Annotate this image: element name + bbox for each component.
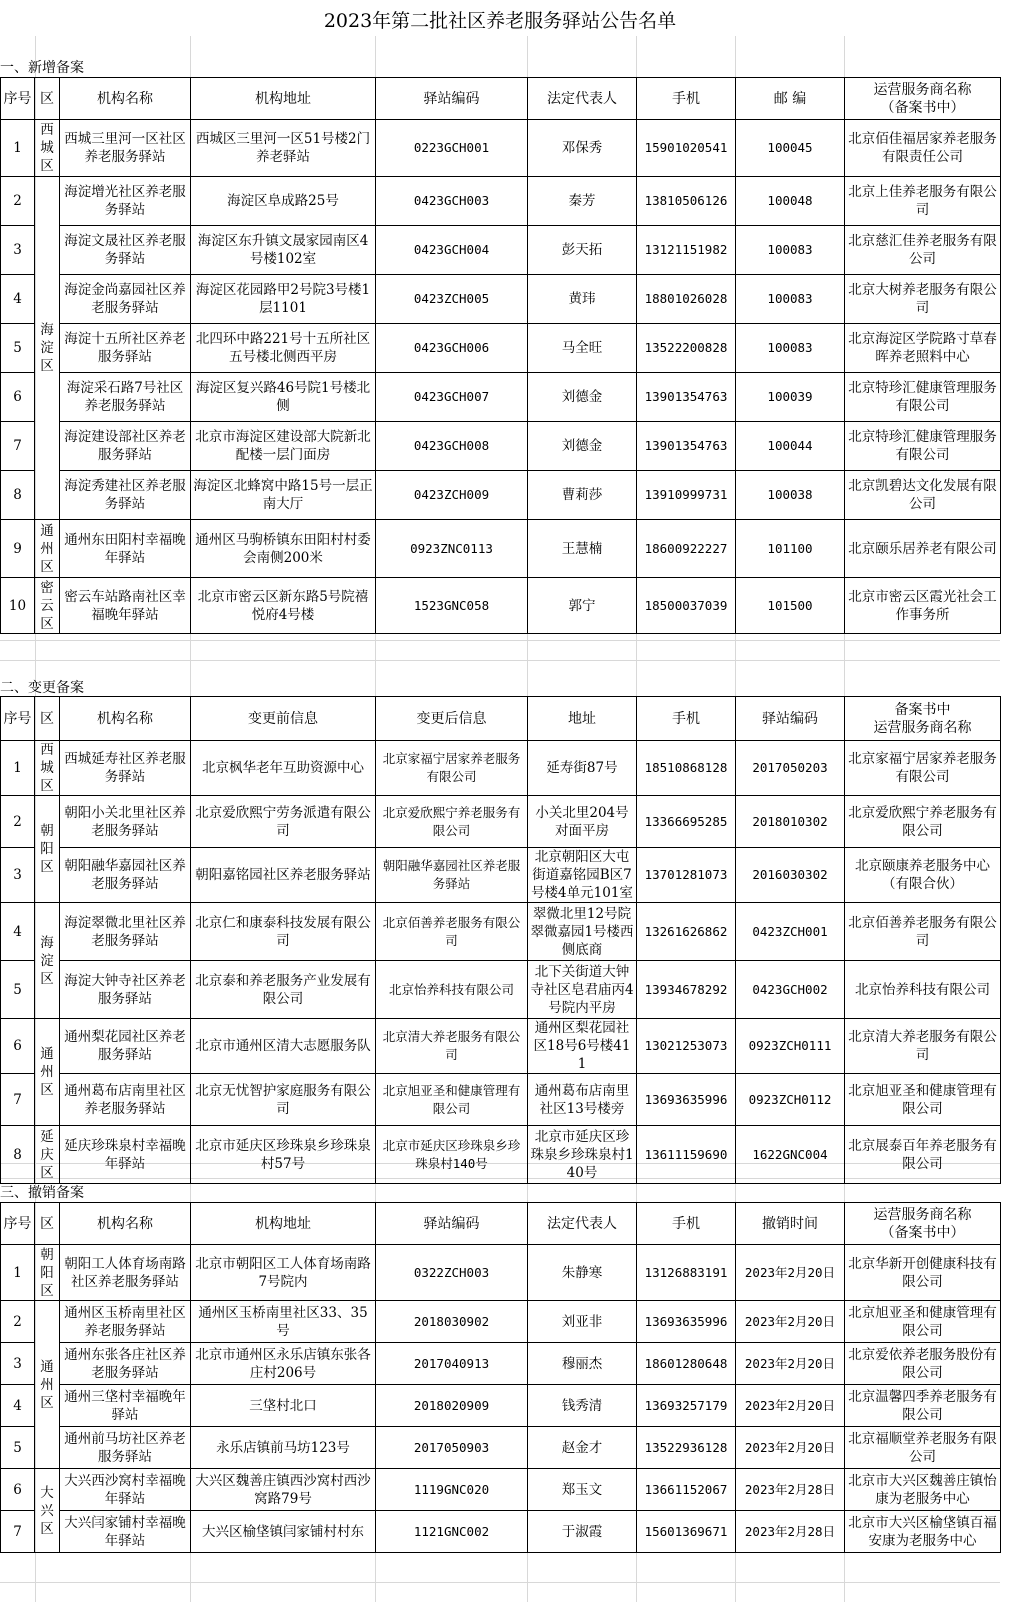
column-header: 序号 [1, 78, 35, 120]
table-cell: 北京市通州区清大志愿服务队 [191, 1019, 376, 1074]
table-cell: 大兴西沙窝村幸福晚年驿站 [60, 1469, 191, 1511]
district-cell: 通 州 区 [35, 1019, 60, 1126]
column-header: 运营服务商名称 （备案书中） [845, 1203, 1001, 1245]
column-header: 区 [35, 78, 60, 120]
table-cell: 2023年2月28日 [736, 1469, 845, 1511]
table-cell: 0423GCH004 [376, 226, 528, 275]
table-cell: 北京市延庆区珍珠泉乡珍珠泉村140号 [528, 1126, 637, 1184]
table-cell: 通州三垡村幸福晚年驿站 [60, 1385, 191, 1427]
table-cell: 大兴区魏善庄镇西沙窝村西沙窝路79号 [191, 1469, 376, 1511]
table-cell: 3 [1, 848, 35, 903]
table-cell: 海淀区北蜂窝中路15号一层正南大厅 [191, 471, 376, 520]
section-1-heading: 一、新增备案 [0, 60, 84, 76]
table-row [1, 275, 1001, 324]
table-cell: 大兴区榆垡镇闫家铺村村东 [191, 1511, 376, 1553]
table-cell: 100039 [736, 373, 845, 422]
table-cell: 北京华新开创健康科技有限公司 [845, 1245, 1001, 1301]
table-cell: 100044 [736, 422, 845, 471]
table-cell: 西城区三里河一区51号楼2门养老驿站 [191, 120, 376, 177]
table-cell: 10 [1, 578, 35, 634]
table-cell: 1 [1, 1245, 35, 1301]
table-cell: 18601280648 [637, 1343, 736, 1385]
column-header: 序号 [1, 1203, 35, 1245]
table-cell: 朝阳工人体育场南路社区养老服务驿站 [60, 1245, 191, 1301]
table-cell: 北京市密云区霞光社会工作事务所 [845, 578, 1001, 634]
table-row [1, 1019, 1001, 1074]
table-cell: 北京市大兴区魏善庄镇怡康为老服务中心 [845, 1469, 1001, 1511]
table-cell: 2018010302 [736, 796, 845, 848]
table-cell: 1121GNC002 [376, 1511, 528, 1553]
table-cell: 北京旭亚圣和健康管理有限公司 [845, 1074, 1001, 1126]
table-cell: 北京福顺堂养老服务有限公司 [845, 1427, 1001, 1469]
table-cell: 西城延寿社区养老服务驿站 [60, 741, 191, 796]
table-cell: 北京市密云区新东路5号院禧悦府4号楼 [191, 578, 376, 634]
district-cell: 西 城 区 [35, 741, 60, 796]
table-cell: 北京展泰百年养老服务有限公司 [845, 1126, 1001, 1184]
table-cell: 0423ZCH009 [376, 471, 528, 520]
table-cell: 3 [1, 226, 35, 275]
table-cell: 8 [1, 1126, 35, 1184]
table-cell: 北京爱欣熙宁养老服务有限公司 [376, 796, 528, 848]
table-cell: 海淀文晟社区养老服务驿站 [60, 226, 191, 275]
table-row [1, 848, 1001, 903]
table-cell: 刘亚非 [528, 1301, 637, 1343]
table-cell: 北下关街道大钟寺社区皂君庙丙4号院内平房 [528, 961, 637, 1019]
table-cell: 18600922227 [637, 520, 736, 578]
column-header: 驿站编码 [376, 78, 528, 120]
column-header: 撤销时间 [736, 1203, 845, 1245]
table-row [1, 796, 1001, 848]
table-cell: 通州区玉桥南里社区养老服务驿站 [60, 1301, 191, 1343]
table-row [1, 1245, 1001, 1301]
table-row [1, 1469, 1001, 1511]
table-cell: 北京温馨四季养老服务有限公司 [845, 1385, 1001, 1427]
table-cell: 2023年2月20日 [736, 1343, 845, 1385]
table-cell: 1119GNC020 [376, 1469, 528, 1511]
table-cell: 北京市大兴区榆垡镇百福安康为老服务中心 [845, 1511, 1001, 1553]
table-cell: 通州东田阳村幸福晚年驿站 [60, 520, 191, 578]
table-cell: 0423GCH006 [376, 324, 528, 373]
table-cell: 0423ZCH001 [736, 903, 845, 961]
district-cell: 海 淀 区 [35, 903, 60, 1019]
table-cell: 3 [1, 1343, 35, 1385]
table-cell: 北京朝阳区大屯街道嘉铭园B区7号楼4单元101室 [528, 848, 637, 903]
table-cell: 海淀区复兴路46号院1号楼北侧 [191, 373, 376, 422]
table-cell: 7 [1, 422, 35, 471]
column-header: 机构名称 [60, 78, 191, 120]
table-cell: 三垡村北口 [191, 1385, 376, 1427]
table-cell: 13121151982 [637, 226, 736, 275]
table-cell: 9 [1, 520, 35, 578]
table-cell: 刘德金 [528, 422, 637, 471]
table-cell: 100038 [736, 471, 845, 520]
column-header: 驿站编码 [376, 1203, 528, 1245]
table-cell: 海淀大钟寺社区养老服务驿站 [60, 961, 191, 1019]
table-cell: 13901354763 [637, 422, 736, 471]
table-row [1, 177, 1001, 226]
column-header: 序号 [1, 697, 35, 741]
table-cell: 北京清大养老服务有限公司 [376, 1019, 528, 1074]
table-cell: 海淀秀建社区养老服务驿站 [60, 471, 191, 520]
table-cell: 王慧楠 [528, 520, 637, 578]
column-header: 邮 编 [736, 78, 845, 120]
revoked-filing-table [0, 1202, 1001, 1553]
column-header: 法定代表人 [528, 1203, 637, 1245]
table-cell: 2 [1, 177, 35, 226]
table-row [1, 1427, 1001, 1469]
table-row [1, 520, 1001, 578]
table-cell: 13693635996 [637, 1074, 736, 1126]
table-cell: 北京上佳养老服务有限公司 [845, 177, 1001, 226]
table-cell: 北京佰善养老服务有限公司 [376, 903, 528, 961]
district-cell: 海 淀 区 [35, 177, 60, 520]
table-cell: 6 [1, 373, 35, 422]
table-cell: 海淀采石路7号社区养老服务驿站 [60, 373, 191, 422]
table-cell: 朱静寒 [528, 1245, 637, 1301]
table-row [1, 903, 1001, 961]
column-header: 手机 [637, 697, 736, 741]
table-cell: 郑玉文 [528, 1469, 637, 1511]
table-cell: 0923ZCH0111 [736, 1019, 845, 1074]
table-cell: 北京枫华老年互助资源中心 [191, 741, 376, 796]
table-cell: 海淀金尚嘉园社区养老服务驿站 [60, 275, 191, 324]
table-cell: 朝阳嘉铭园社区养老服务驿站 [191, 848, 376, 903]
table-cell: 彭天拓 [528, 226, 637, 275]
district-cell: 大 兴 区 [35, 1469, 60, 1553]
column-header: 变更前信息 [191, 697, 376, 741]
district-cell: 西 城 区 [35, 120, 60, 177]
change-filing-table [0, 696, 1001, 1184]
table-cell: 赵金才 [528, 1427, 637, 1469]
table-cell: 海淀建设部社区养老服务驿站 [60, 422, 191, 471]
table-cell: 13261626862 [637, 903, 736, 961]
district-cell: 朝 阳 区 [35, 1245, 60, 1301]
table-cell: 101500 [736, 578, 845, 634]
column-header: 法定代表人 [528, 78, 637, 120]
table-cell: 2 [1, 796, 35, 848]
table-cell: 北京慈汇佳养老服务有限公司 [845, 226, 1001, 275]
table-cell: 朝阳融华嘉园社区养老服务驿站 [376, 848, 528, 903]
table-cell: 2023年2月20日 [736, 1385, 845, 1427]
table-cell: 北京旭亚圣和健康管理有限公司 [376, 1074, 528, 1126]
table-cell: 13701281073 [637, 848, 736, 903]
table-cell: 北京市通州区永乐店镇东张各庄村206号 [191, 1343, 376, 1385]
table-cell: 北京泰和养老服务产业发展有限公司 [191, 961, 376, 1019]
table-cell: 曹莉莎 [528, 471, 637, 520]
district-cell: 通 州 区 [35, 520, 60, 578]
column-header: 运营服务商名称 （备案书中） [845, 78, 1001, 120]
district-cell: 延 庆 区 [35, 1126, 60, 1184]
table-cell: 13810506126 [637, 177, 736, 226]
table-cell: 永乐店镇前马坊123号 [191, 1427, 376, 1469]
table-cell: 5 [1, 1427, 35, 1469]
table-cell: 北京佰善养老服务有限公司 [845, 903, 1001, 961]
table-cell: 4 [1, 1385, 35, 1427]
table-cell: 北京家福宁居家养老服务有限公司 [376, 741, 528, 796]
table-cell: 北京市海淀区建设部大院新北配楼一层门面房 [191, 422, 376, 471]
table-cell: 北京颐康养老服务中心（有限合伙） [845, 848, 1001, 903]
table-cell: 通州前马坊社区养老服务驿站 [60, 1427, 191, 1469]
table-cell: 13522936128 [637, 1427, 736, 1469]
table-cell: 延庆珍珠泉村幸福晚年驿站 [60, 1126, 191, 1184]
table-cell: 1622GNC004 [736, 1126, 845, 1184]
table-cell: 2017040913 [376, 1343, 528, 1385]
table-cell: 1 [1, 741, 35, 796]
table-cell: 13693257179 [637, 1385, 736, 1427]
section-2-heading: 二、变更备案 [0, 680, 84, 696]
table-cell: 刘德金 [528, 373, 637, 422]
header-row [1, 78, 1001, 120]
table-cell: 101100 [736, 520, 845, 578]
table-cell: 15601369671 [637, 1511, 736, 1553]
table-cell: 北京佰佳福居家养老服务有限责任公司 [845, 120, 1001, 177]
column-header: 区 [35, 697, 60, 741]
table-cell: 穆丽杰 [528, 1343, 637, 1385]
table-cell: 大兴闫家铺村幸福晚年驿站 [60, 1511, 191, 1553]
table-cell: 13611159690 [637, 1126, 736, 1184]
table-cell: 4 [1, 903, 35, 961]
table-cell: 北京市延庆区珍珠泉乡珍珠泉村140号 [376, 1126, 528, 1184]
table-cell: 于淑霞 [528, 1511, 637, 1553]
table-cell: 5 [1, 324, 35, 373]
table-cell: 海淀十五所社区养老服务驿站 [60, 324, 191, 373]
table-cell: 0423ZCH005 [376, 275, 528, 324]
column-header: 手机 [637, 78, 736, 120]
table-row [1, 741, 1001, 796]
table-row [1, 961, 1001, 1019]
table-row [1, 1385, 1001, 1427]
table-cell: 13126883191 [637, 1245, 736, 1301]
table-cell: 北京无忧智护家庭服务有限公司 [191, 1074, 376, 1126]
table-cell: 100083 [736, 275, 845, 324]
table-cell: 13934678292 [637, 961, 736, 1019]
table-cell: 2023年2月20日 [736, 1245, 845, 1301]
table-cell: 2018020909 [376, 1385, 528, 1427]
table-cell: 13522200828 [637, 324, 736, 373]
table-cell: 通州区马驹桥镇东田阳村村委会南侧200米 [191, 520, 376, 578]
table-cell: 0923ZCH0112 [736, 1074, 845, 1126]
table-cell: 海淀区东升镇文晟家园南区4号楼102室 [191, 226, 376, 275]
column-header: 地址 [528, 697, 637, 741]
table-cell: 北京旭亚圣和健康管理有限公司 [845, 1301, 1001, 1343]
table-cell: 延寿街87号 [528, 741, 637, 796]
table-cell: 2 [1, 1301, 35, 1343]
table-row [1, 578, 1001, 634]
table-cell: 北京特珍汇健康管理服务有限公司 [845, 373, 1001, 422]
section-3-heading: 三、撤销备案 [0, 1185, 84, 1201]
table-cell: 北京清大养老服务有限公司 [845, 1019, 1001, 1074]
table-cell: 通州东张各庄社区养老服务驿站 [60, 1343, 191, 1385]
table-cell: 13901354763 [637, 373, 736, 422]
table-cell: 北四环中路221号十五所社区五号楼北侧西平房 [191, 324, 376, 373]
column-header: 驿站编码 [736, 697, 845, 741]
table-row [1, 226, 1001, 275]
table-cell: 北京大树养老服务有限公司 [845, 275, 1001, 324]
table-cell: 密云车站路南社区幸福晚年驿站 [60, 578, 191, 634]
table-cell: 北京爱依养老服务股份有限公司 [845, 1343, 1001, 1385]
table-cell: 邓保秀 [528, 120, 637, 177]
table-cell: 13366695285 [637, 796, 736, 848]
table-cell: 2017050903 [376, 1427, 528, 1469]
district-cell: 朝 阳 区 [35, 796, 60, 903]
table-cell: 0322ZCH003 [376, 1245, 528, 1301]
table-cell: 北京海淀区学院路寸草春晖养老照料中心 [845, 324, 1001, 373]
table-row [1, 1074, 1001, 1126]
district-cell: 通 州 区 [35, 1301, 60, 1469]
table-cell: 秦芳 [528, 177, 637, 226]
table-cell: 海淀翠微北里社区养老服务驿站 [60, 903, 191, 961]
table-cell: 通州区玉桥南里社区33、35号 [191, 1301, 376, 1343]
table-row [1, 324, 1001, 373]
table-cell: 通州葛布店南里社区13号楼旁 [528, 1074, 637, 1126]
table-cell: 0223GCH001 [376, 120, 528, 177]
table-cell: 海淀增光社区养老服务驿站 [60, 177, 191, 226]
table-cell: 北京怡养科技有限公司 [845, 961, 1001, 1019]
table-cell: 6 [1, 1469, 35, 1511]
table-cell: 北京怡养科技有限公司 [376, 961, 528, 1019]
page-title: 2023年第二批社区养老服务驿站公告名单 [323, 10, 677, 32]
table-cell: 100045 [736, 120, 845, 177]
table-cell: 100083 [736, 226, 845, 275]
table-cell: 朝阳小关北里社区养老服务驿站 [60, 796, 191, 848]
table-cell: 13693635996 [637, 1301, 736, 1343]
column-header: 区 [35, 1203, 60, 1245]
header-row [1, 1203, 1001, 1245]
column-header: 备案书中 运营服务商名称 [845, 697, 1001, 741]
table-cell: 北京家福宁居家养老服务有限公司 [845, 741, 1001, 796]
table-cell: 0923ZNC0113 [376, 520, 528, 578]
table-cell: 2016030302 [736, 848, 845, 903]
table-cell: 2023年2月20日 [736, 1301, 845, 1343]
header-row [1, 697, 1001, 741]
table-cell: 0423GCH003 [376, 177, 528, 226]
table-cell: 朝阳融华嘉园社区养老服务驿站 [60, 848, 191, 903]
table-cell: 4 [1, 275, 35, 324]
table-cell: 1523GNC058 [376, 578, 528, 634]
table-cell: 马全旺 [528, 324, 637, 373]
column-header: 机构地址 [191, 78, 376, 120]
table-cell: 13021253073 [637, 1019, 736, 1074]
table-cell: 2018030902 [376, 1301, 528, 1343]
table-cell: 西城三里河一区社区养老服务驿站 [60, 120, 191, 177]
table-cell: 通州葛布店南里社区养老服务驿站 [60, 1074, 191, 1126]
table-cell: 1 [1, 120, 35, 177]
column-header: 机构地址 [191, 1203, 376, 1245]
table-cell: 北京市朝阳区工人体育场南路7号院内 [191, 1245, 376, 1301]
table-row [1, 1511, 1001, 1553]
table-cell: 海淀区阜成路25号 [191, 177, 376, 226]
new-filing-table [0, 77, 1001, 634]
table-cell: 北京市延庆区珍珠泉乡珍珠泉村57号 [191, 1126, 376, 1184]
table-cell: 6 [1, 1019, 35, 1074]
table-cell: 2023年2月28日 [736, 1511, 845, 1553]
table-cell: 15901020541 [637, 120, 736, 177]
table-cell: 郭宁 [528, 578, 637, 634]
table-cell: 翠微北里12号院翠微嘉园1号楼西侧底商 [528, 903, 637, 961]
table-cell: 0423GCH002 [736, 961, 845, 1019]
table-row [1, 1301, 1001, 1343]
table-cell: 5 [1, 961, 35, 1019]
table-cell: 18500037039 [637, 578, 736, 634]
table-cell: 钱秀清 [528, 1385, 637, 1427]
district-cell: 密 云 区 [35, 578, 60, 634]
table-row [1, 1343, 1001, 1385]
table-cell: 北京仁和康泰科技发展有限公司 [191, 903, 376, 961]
column-header: 机构名称 [60, 1203, 191, 1245]
table-cell: 北京特珍汇健康管理服务有限公司 [845, 422, 1001, 471]
table-cell: 18510868128 [637, 741, 736, 796]
column-header: 变更后信息 [376, 697, 528, 741]
table-cell: 7 [1, 1074, 35, 1126]
table-cell: 2017050203 [736, 741, 845, 796]
table-cell: 小关北里204号对面平房 [528, 796, 637, 848]
table-cell: 13661152067 [637, 1469, 736, 1511]
column-header: 手机 [637, 1203, 736, 1245]
table-cell: 100083 [736, 324, 845, 373]
table-cell: 8 [1, 471, 35, 520]
table-cell: 通州梨花园社区养老服务驿站 [60, 1019, 191, 1074]
table-cell: 黄玮 [528, 275, 637, 324]
table-cell: 13910999731 [637, 471, 736, 520]
table-cell: 北京爱欣熙宁劳务派遣有限公司 [191, 796, 376, 848]
table-cell: 7 [1, 1511, 35, 1553]
table-row [1, 373, 1001, 422]
table-cell: 2023年2月20日 [736, 1427, 845, 1469]
table-cell: 海淀区花园路甲2号院3号楼1层1101 [191, 275, 376, 324]
table-row [1, 471, 1001, 520]
table-cell: 18801026028 [637, 275, 736, 324]
table-row [1, 422, 1001, 471]
table-cell: 北京凯碧达文化发展有限公司 [845, 471, 1001, 520]
table-row [1, 1126, 1001, 1184]
table-cell: 100048 [736, 177, 845, 226]
table-cell: 0423GCH008 [376, 422, 528, 471]
table-cell: 北京颐乐居养老有限公司 [845, 520, 1001, 578]
table-cell: 通州区梨花园社区18号6号楼411 [528, 1019, 637, 1074]
table-row [1, 120, 1001, 177]
table-cell: 0423GCH007 [376, 373, 528, 422]
column-header: 机构名称 [60, 697, 191, 741]
table-cell: 北京爱欣熙宁养老服务有限公司 [845, 796, 1001, 848]
